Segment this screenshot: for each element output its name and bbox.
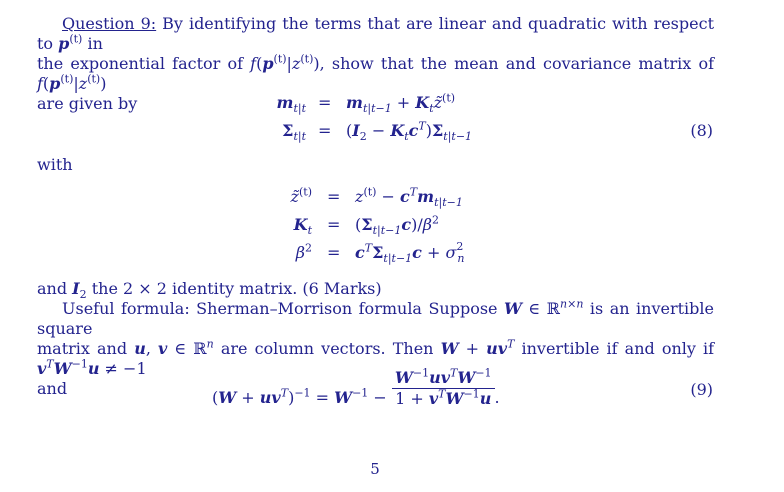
identity-and-useful-paragraph: and $I_2$ the 2 × 2 identity matrix. (6 Marks) Useful formula: Sherman–Morrison formula Suppose W ∈ ℝ$^{n\times n}$ is an invertible square matrix and u, v ∈ ℝ$^n$ are column vectors. Then $W + uv^T$ invertible if and only if $v^TW^{-1}u \ne -1$ and [37,279,715,398]
eq9-fraction: $\frac{W^{-1}uv^TW^{-1}}{1 + v^TW^{-1}u}$ [392,368,495,409]
question-label: Question 9: [62,14,157,33]
document-page: Question 9: By identifying the terms that are linear and quadratic with respect to $p^{(t)}$ in the exponential factor of $f(p^{(t)}|z^{(t)})$, show that the mean and covariance matrix of $f(p^{(t)}|z^{(t)})$ are given by $m_{t|t}$ = $m_{t|t-1}$ + $K_tz̃^{(t)}$ $\Sigma_{t|t}$ = $(I_2 - K_tc^T)\Sigma_{t|t-1}$ (8) with z̃$^{(t)}$ = $z^{(t)} - c^Tm_{t|t-1}$ $K_t$ = $(\Sigma_{t|t-1}c)/\beta^2$ $\beta^2$ = $c^T\Sigma_{t|t-1}c + \sigma^2_n$ and $I_2$ the 2 × 2 identity matrix. (6 Marks) Useful formula: Sherman–Morrison formula Suppose W ∈ ℝ$^{n\times n}$ is an invertible square matrix and u, v ∈ ℝ$^n$ are column vectors. Then $W + uv^T$ invertible if and only if $v^TW^{-1}u \ne -1$ and $(W + uv^T)^{-1} = W^{-1}$ − $\frac{W^{-1}uv^TW^{-1}}{1 + v^TW^{-1}u}$ . (9) 5 [0,0,784,492]
question-intro: By identifying the terms that are linear and quadratic with respect to [37,14,714,53]
eq9-number: (9) [690,380,713,399]
question-paragraph: Question 9: By identifying the terms that are linear and quadratic with respect to $p^{(t)}$ in the exponential factor of $f(p^{(t)}|z^{(t)})$, show that the mean and covariance matrix of $f(p^{(t)}|z^{(t)})$ are given by [37,14,714,113]
question-line3: are given by [37,94,138,113]
and-word: and [37,379,68,398]
with-label: with [37,155,73,174]
in-word: in [87,34,103,53]
page-number: 5 [370,460,380,478]
question-line2a: the exponential factor of [37,54,244,73]
eq8-number: (8) [690,121,713,140]
eq9: $(W + uv^T)^{-1} = W^{-1}$ − $\frac{W^{-1}uv^TW^{-1}}{1 + v^TW^{-1}u}$ . [212,366,500,408]
question-line2b: , show that the mean and covariance matrix of [319,54,714,73]
